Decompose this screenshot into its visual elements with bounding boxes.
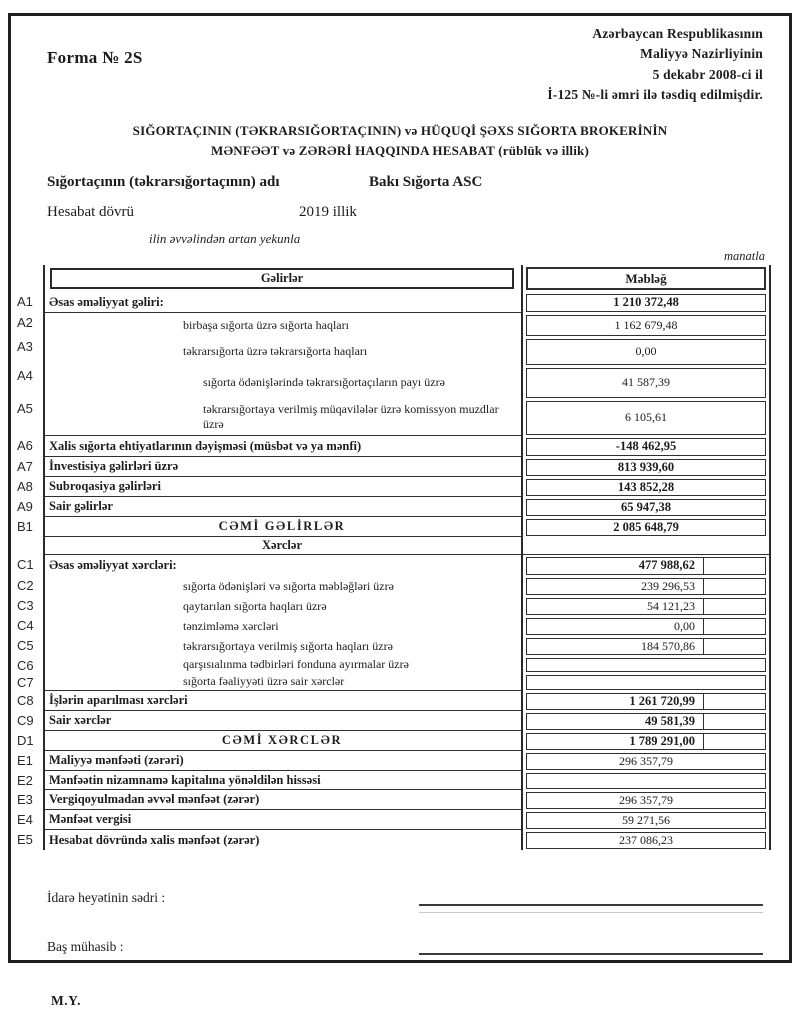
table-row-E3-label: Vergiqoyulmadan əvvəl mənfəət (zərər): [43, 790, 521, 810]
row-amount-cell: [521, 477, 771, 497]
row-code: E3: [17, 792, 33, 808]
table-row-C3-label: qaytarılan sığorta haqları üzrə: [43, 596, 521, 616]
row-amount: [526, 773, 766, 789]
row-code: [15, 265, 43, 292]
row-amount: 143 852,28: [526, 479, 766, 496]
table-row-C9-label: Sair xərclər: [43, 711, 521, 731]
row-amount-cell: [521, 337, 771, 366]
row-amount-cell: [521, 711, 771, 731]
table-row-E2-label: Mənfəətin nizamnamə kapitalına yönəldilən hissəsi: [43, 771, 521, 790]
row-amount: 296 357,79: [526, 753, 766, 770]
row-amount-cell: [521, 576, 771, 596]
row-amount-cell: [521, 497, 771, 517]
table-row-C6-label: qarşısıalınma tədbirləri fonduna ayırmalar üzrə: [43, 656, 521, 673]
row-code: A4: [17, 368, 33, 384]
row-amount-cell: [521, 731, 771, 751]
row-code: E2: [17, 773, 33, 789]
row-code: C5: [17, 638, 34, 654]
row-amount-cell: [521, 537, 771, 555]
row-code: A2: [17, 315, 33, 331]
period-value: 2019 illik: [299, 204, 357, 221]
insurer-label: Sığortaçının (təkrarsığortaçının) adı: [47, 174, 280, 191]
row-amount-cell: [521, 790, 771, 810]
table-row-A3-label: təkrarsığorta üzrə təkrarsığorta haqları: [43, 337, 521, 366]
row-amount-cell: [521, 616, 771, 636]
table-row-C2-label: sığorta ödənişləri və sığorta məbləğləri üzrə: [43, 576, 521, 596]
amount-value: 477 988,62: [638, 558, 695, 573]
table-row-C1-label: Əsas əməliyyat xərcləri:: [43, 555, 521, 576]
row-code: E4: [17, 812, 33, 828]
row-amount: 813 939,60: [526, 459, 766, 476]
row-amount: [526, 598, 766, 615]
table-row-A7-label: İnvestisiya gəlirləri üzrə: [43, 457, 521, 477]
table-row-A1-label: Əsas əməliyyat gəliri:: [43, 292, 521, 313]
amount-empty-subcell: [703, 714, 765, 729]
row-amount-cell: [521, 810, 771, 830]
row-code: D1: [17, 733, 34, 749]
table-row-A5-label: təkrarsığortaya verilmiş müqavilələr üzrə komissyon muzdlar üzrə: [43, 399, 521, 436]
row-amount-cell: [521, 313, 771, 337]
row-amount: 1 210 372,48: [526, 294, 766, 312]
column-header-amount: Məbləğ: [526, 267, 766, 290]
accountant-signature-row: [11, 939, 789, 955]
table-row-D1-label: CƏMİ XƏRCLƏR: [43, 731, 521, 751]
row-amount-cell: [521, 265, 771, 292]
row-amount-cell: [521, 457, 771, 477]
row-amount: [526, 675, 766, 690]
row-amount-cell: [521, 596, 771, 616]
amount-value: 184 570,86: [641, 638, 695, 653]
row-amount: 296 357,79: [526, 792, 766, 809]
amount-value: 54 121,23: [647, 598, 695, 613]
row-amount-cell: [521, 830, 771, 850]
table-row-E5-label: Hesabat dövründə xalis mənfəət (zərər): [43, 830, 521, 850]
row-amount: [526, 733, 766, 750]
accountant-label: Baş mühasib :: [47, 939, 124, 955]
amount-value: 0,00: [674, 618, 695, 633]
row-amount-cell: [521, 399, 771, 436]
row-amount: [526, 713, 766, 730]
table-row-C8-label: İşlərin aparılması xərcləri: [43, 691, 521, 711]
amount-value: 1 261 720,99: [629, 693, 695, 708]
row-code: E5: [17, 832, 33, 848]
row-amount: [526, 693, 766, 710]
table-row-A6-label: Xalis sığorta ehtiyatlarının dəyişməsi (müsbət və ya mənfi): [43, 436, 521, 457]
row-amount: [526, 578, 766, 595]
amount-value: 49 581,39: [645, 713, 695, 728]
row-amount-cell: [521, 366, 771, 399]
currency-note: manatla: [724, 249, 765, 264]
row-code: C2: [17, 578, 34, 594]
approval-line: İ-125 №-li əmri ilə təsdiq edilmişdir.: [547, 86, 763, 102]
row-code: B1: [17, 519, 33, 535]
accountant-signature-line: [419, 941, 763, 955]
table-row-A2-label: birbaşa sığorta üzrə sığorta haqları: [43, 313, 521, 337]
report-table: [15, 265, 771, 850]
approval-line: Azərbaycan Respublikasının: [592, 26, 763, 41]
page-frame: [8, 13, 792, 1009]
row-amount: [526, 638, 766, 655]
row-amount: 59 271,56: [526, 812, 766, 829]
section-header-label: Xərclər: [43, 537, 521, 555]
row-amount: [526, 658, 766, 672]
chairman-label: İdarə heyətinin sədri :: [47, 890, 166, 906]
row-amount: 41 587,39: [526, 368, 766, 398]
row-code: E1: [17, 753, 33, 769]
row-amount-cell: [521, 673, 771, 691]
amount-empty-subcell: [703, 734, 765, 749]
period-label: Hesabat dövrü: [47, 204, 135, 221]
insurer-name: Bakı Sığorta ASC: [369, 174, 483, 191]
row-code: A9: [17, 499, 33, 515]
row-amount: [526, 557, 766, 575]
amount-value: 239 296,53: [641, 578, 695, 593]
table-row-A4-label: sığorta ödənişlərində təkrarsığortaçıların payı üzrə: [43, 366, 521, 399]
insurer-row: [11, 174, 789, 191]
row-amount-cell: [521, 751, 771, 771]
row-amount-cell: [521, 292, 771, 313]
period-row: [11, 204, 789, 221]
row-amount-cell: [521, 691, 771, 711]
row-amount: 0,00: [526, 339, 766, 365]
report-title-line1: SIĞORTAÇININ (TƏKRARSIĞORTAÇININ) və HÜQUQİ ŞƏXS SIĞORTA BROKERİNİN: [132, 123, 668, 138]
row-amount: 1 162 679,48: [526, 315, 766, 336]
table-row-A8-label: Subroqasiya gəlirləri: [43, 477, 521, 497]
row-code: A7: [17, 459, 33, 475]
chairman-signature-row: [11, 890, 789, 906]
table-row-C4-label: tənzimləmə xərcləri: [43, 616, 521, 636]
amount-empty-subcell: [703, 558, 765, 574]
row-code: [15, 537, 43, 555]
row-code: C1: [17, 557, 34, 573]
row-amount-cell: [521, 555, 771, 576]
approval-block: [547, 24, 763, 105]
row-amount: [526, 618, 766, 635]
row-amount: -148 462,95: [526, 438, 766, 456]
form-number: Forma № 2S: [47, 48, 143, 67]
row-amount-cell: [521, 436, 771, 457]
row-code: C7: [17, 675, 34, 691]
table-row-C5-label: təkrarsığortaya verilmiş sığorta haqları üzrə: [43, 636, 521, 656]
row-code: A6: [17, 438, 33, 454]
amount-value: 1 789 291,00: [629, 733, 695, 748]
amount-empty-subcell: [703, 579, 765, 594]
amount-empty-subcell: [703, 599, 765, 614]
row-code: C6: [17, 658, 34, 674]
row-amount: 237 086,23: [526, 832, 766, 849]
approval-line: Maliyyə Nazirliyinin: [640, 46, 763, 62]
report-title-line2: MƏNFƏƏT və ZƏRƏRİ HAQQINDA HESABAT (rüblük və illik): [210, 143, 590, 159]
table-row-E4-label: Mənfəət vergisi: [43, 810, 521, 830]
row-code: A1: [17, 294, 33, 310]
cumulative-note: ilin əvvəlindən artan yekunla: [149, 231, 301, 247]
table-row-C7-label: sığorta fəaliyyəti üzrə sair xərclər: [43, 673, 521, 691]
amount-empty-subcell: [703, 639, 765, 654]
row-code: C9: [17, 713, 34, 729]
row-amount: 6 105,61: [526, 401, 766, 435]
report-title: [11, 121, 789, 161]
approval-line: 5 dekabr 2008-ci il: [652, 66, 763, 82]
row-amount: 65 947,38: [526, 499, 766, 516]
table-row-B1-label: CƏMİ GƏLİRLƏR: [43, 517, 521, 537]
table-row-E1-label: Maliyyə mənfəəti (zərəri): [43, 751, 521, 771]
amount-empty-subcell: [703, 619, 765, 634]
document-header: [11, 16, 789, 105]
section-header-label: [43, 265, 521, 292]
stamp-mark: M.Y.: [51, 993, 82, 1009]
amount-empty-subcell: [703, 694, 765, 709]
row-amount-cell: [521, 656, 771, 673]
row-amount: 2 085 648,79: [526, 519, 766, 536]
row-amount-cell: [521, 517, 771, 537]
column-header-incomes: Gəlirlər: [50, 268, 514, 289]
row-code: A3: [17, 339, 33, 355]
row-code: A8: [17, 479, 33, 495]
row-code: C4: [17, 618, 34, 634]
row-code: A5: [17, 401, 33, 417]
table-row-A9-label: Sair gəlirlər: [43, 497, 521, 517]
row-amount-cell: [521, 636, 771, 656]
row-amount-cell: [521, 771, 771, 790]
chairman-signature-line: [419, 892, 763, 906]
signature-line-shadow: [419, 912, 763, 913]
row-code: C3: [17, 598, 34, 614]
row-code: C8: [17, 693, 34, 709]
